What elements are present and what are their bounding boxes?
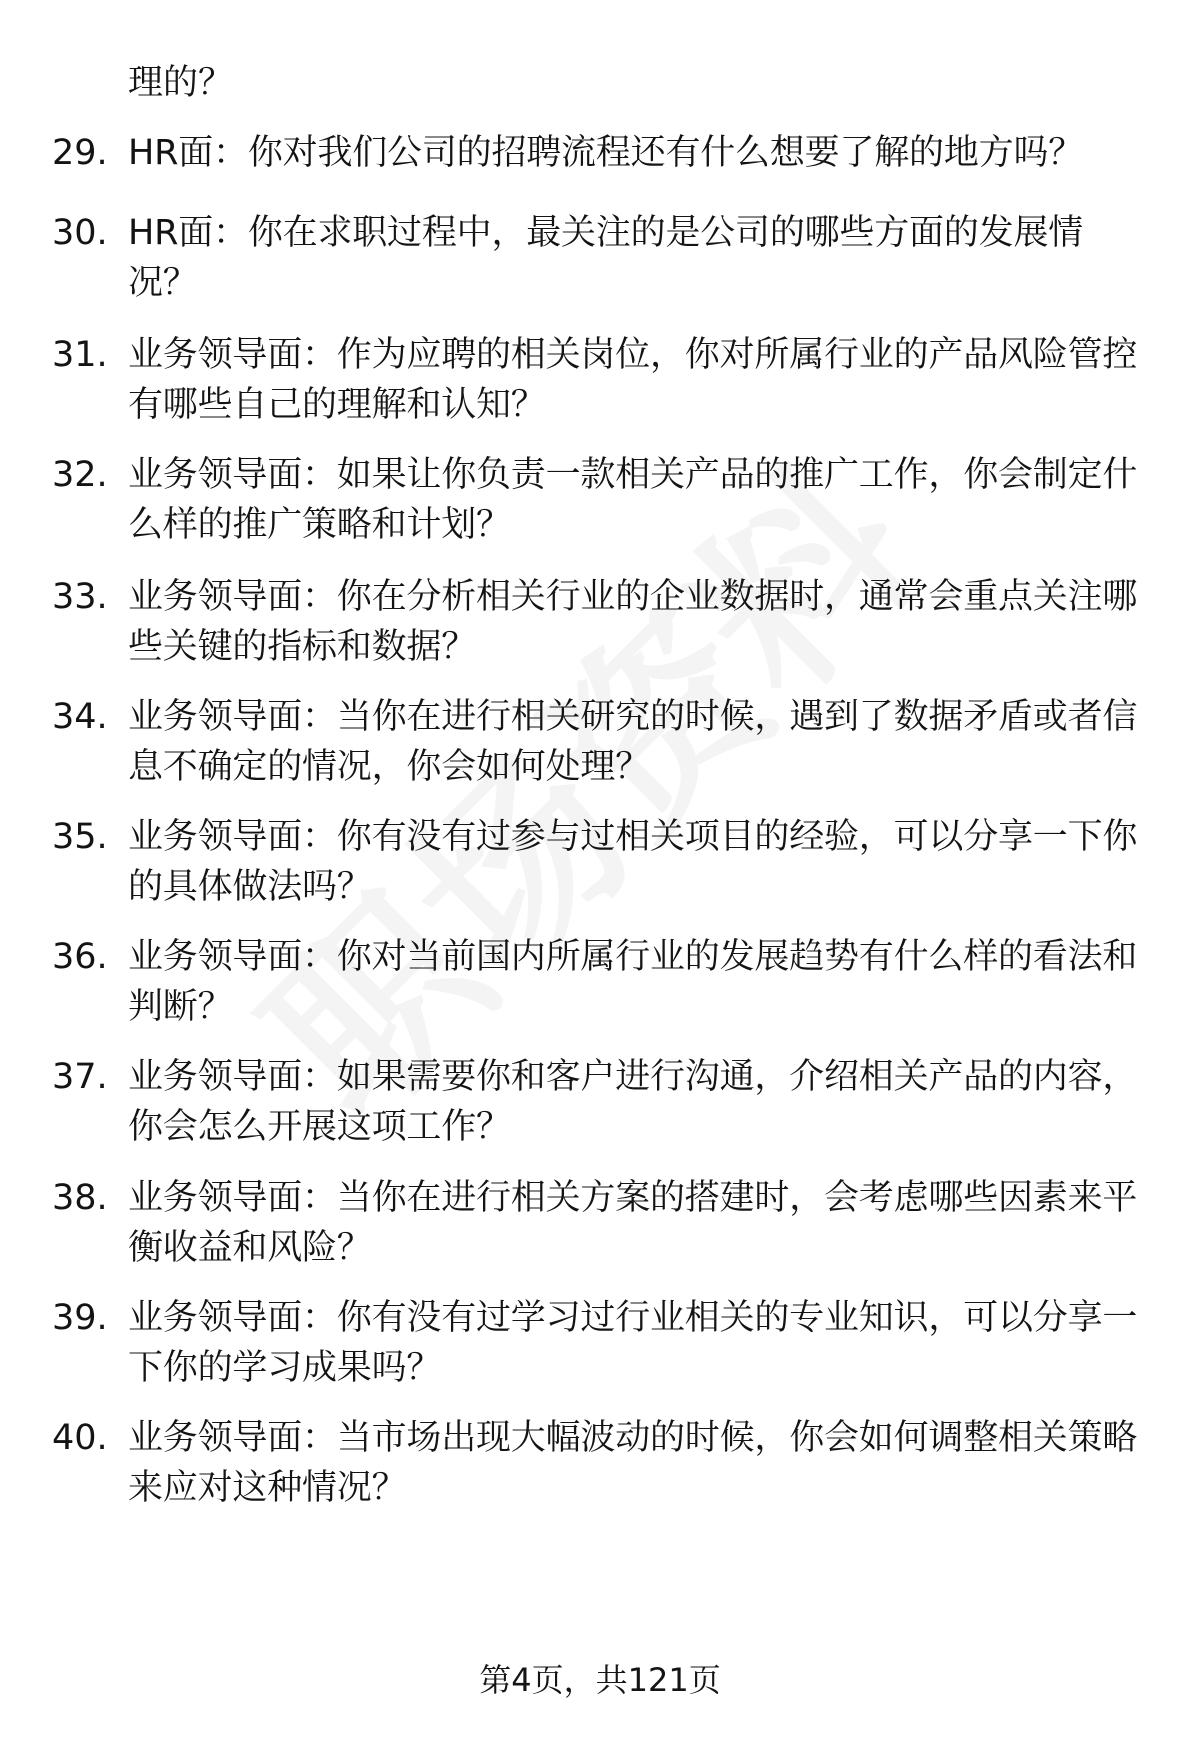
item-text: 业务领导面：你有没有过学习过行业相关的专业知识，可以分享一下你的学习成果吗？ bbox=[128, 1298, 1138, 1388]
continued-text: 理的？ bbox=[128, 63, 234, 103]
item-text: 业务领导面：你在分析相关行业的企业数据时，通常会重点关注哪些关键的指标和数据？ bbox=[128, 577, 1138, 667]
item-number: 33. bbox=[52, 577, 108, 617]
item-number: 35. bbox=[52, 817, 108, 857]
item-number: 39. bbox=[52, 1298, 108, 1338]
item-number: 38. bbox=[52, 1178, 108, 1218]
item-text: 业务领导面：如果需要你和客户进行沟通，介绍相关产品的内容，你会怎么开展这项工作？ bbox=[128, 1057, 1138, 1147]
item-number: 30. bbox=[52, 213, 108, 253]
item-text: 业务领导面：当你在进行相关研究的时候，遇到了数据矛盾或者信息不确定的情况，你会如何处理？ bbox=[128, 697, 1138, 787]
item-text: 业务领导面：如果让你负责一款相关产品的推广工作，你会制定什么样的推广策略和计划？ bbox=[128, 455, 1138, 545]
item-number: 32. bbox=[52, 455, 108, 495]
item-number: 31. bbox=[52, 335, 108, 375]
item-text: 业务领导面：你有没有过参与过相关项目的经验，可以分享一下你的具体做法吗？ bbox=[128, 817, 1138, 907]
item-text: 业务领导面：你对当前国内所属行业的发展趋势有什么样的看法和判断？ bbox=[128, 937, 1138, 1027]
item-number: 36. bbox=[52, 937, 108, 977]
item-number: 40. bbox=[52, 1418, 108, 1458]
item-text: 业务领导面：当你在进行相关方案的搭建时，会考虑哪些因素来平衡收益和风险？ bbox=[128, 1178, 1138, 1268]
item-text: 业务领导面：当市场出现大幅波动的时候，你会如何调整相关策略来应对这种情况？ bbox=[128, 1418, 1138, 1508]
item-text: HR面：你在求职过程中，最关注的是公司的哪些方面的发展情况？ bbox=[128, 213, 1084, 303]
item-number: 34. bbox=[52, 697, 108, 737]
item-text: HR面：你对我们公司的招聘流程还有什么想要了解的地方吗？ bbox=[128, 133, 1084, 173]
item-number: 37. bbox=[52, 1057, 108, 1097]
item-text: 业务领导面：作为应聘的相关岗位，你对所属行业的产品风险管控有哪些自己的理解和认知？ bbox=[128, 335, 1138, 425]
page-footer: 第4页，共121页 bbox=[479, 1661, 721, 1699]
item-number: 29. bbox=[52, 133, 108, 173]
